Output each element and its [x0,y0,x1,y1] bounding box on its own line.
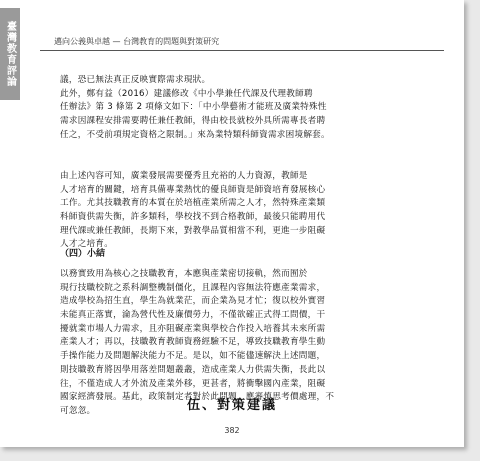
paragraph-block-1 [60,74,436,142]
text-line: 可忽忽。 [60,405,96,416]
text-line: 此外，鄭有益（2016）建議修改《中小學兼任代課及代理教師聘 [60,88,313,99]
running-header: 邁向公義與卓越 — 台灣教育的問題與對策研究 [54,37,220,46]
text-line: 國家經濟發展。基此，政策制定者對於此問題，應審慎思考價處理，不 [60,392,335,403]
text-line: 理代課或兼任教師，長期下來，對教學品質相當不利，更進一步阻礙 [60,225,326,236]
text-line: 工作。尤其技職教育的本質在於培植產業所需之人才，然特殊產業類 [60,198,326,209]
text-line: 以務實致用為核心之技職教育，本應與產業密切接軌，然而囿於 [60,269,308,279]
text-line: 造成學校為招生直，學生為就業茫，而企業為見才忙；復以校外實習 [60,296,326,307]
subheading: （四）小結 [60,249,106,259]
text-line: 任辦法》第 3 條第 2 項條文如下：「中小學藝術才能班及廣業特殊性 [60,102,327,113]
side-tab: 臺灣教育評論 [0,8,20,100]
text-line: 擾就業市場人力需求，且亦阻礙產業與學校合作投入培養其未來所需 [60,323,326,334]
text-line: 人才之培育。 [60,239,114,250]
text-line: 往，不僅造成人才外流及產業外移，更甚者，將衝擊國內產業，阻礙 [60,378,326,389]
section-title: 伍、對策建議 [186,398,277,413]
text-line: 未能真正落實，淪為營代性及廉價勞力，不僅欲確正式得工問價，干 [60,310,326,321]
text-line: 手操作能力及問題解決能力不足。是以，如不能儘速解決上述問題， [60,351,326,362]
text-line: 科師資供需失衡，許多類科，學校找不到合格教師，最後只能聘用代 [60,212,326,223]
text-line: 產業人才；再以，技職教育教師資務經驗不足，導致技職教育學生動 [60,337,326,348]
text-line: 則技職教育將因學用落差問題叢叢，造成產業人力供需失衡，長此以 [60,364,326,375]
text-line: 人才培育的關鍵，培育具備專業熱忱的優良師資是師資培育發展核心 [60,184,326,195]
text-line: 現行技職校院之系科調整機制僵化，且課程內容無法符應產業需求， [60,282,326,293]
text-line: 由上述內容可知，廣業發展需要優秀且充裕的人力資源，教師是 [60,171,308,181]
paragraph-block-2 [60,170,436,252]
header-rule [40,50,444,51]
page-number: 382 [224,426,240,435]
text-line: 議，恐已無法真正反映實際需求現狀。 [60,75,211,85]
text-line: 任之，不受前項規定資格之限制。」來為業特類科師資需求困境解套。 [60,129,330,140]
text-line: 需求因課程安排需要聘任兼任教師，得由校長就校外具所需專長者聘 [60,116,326,127]
